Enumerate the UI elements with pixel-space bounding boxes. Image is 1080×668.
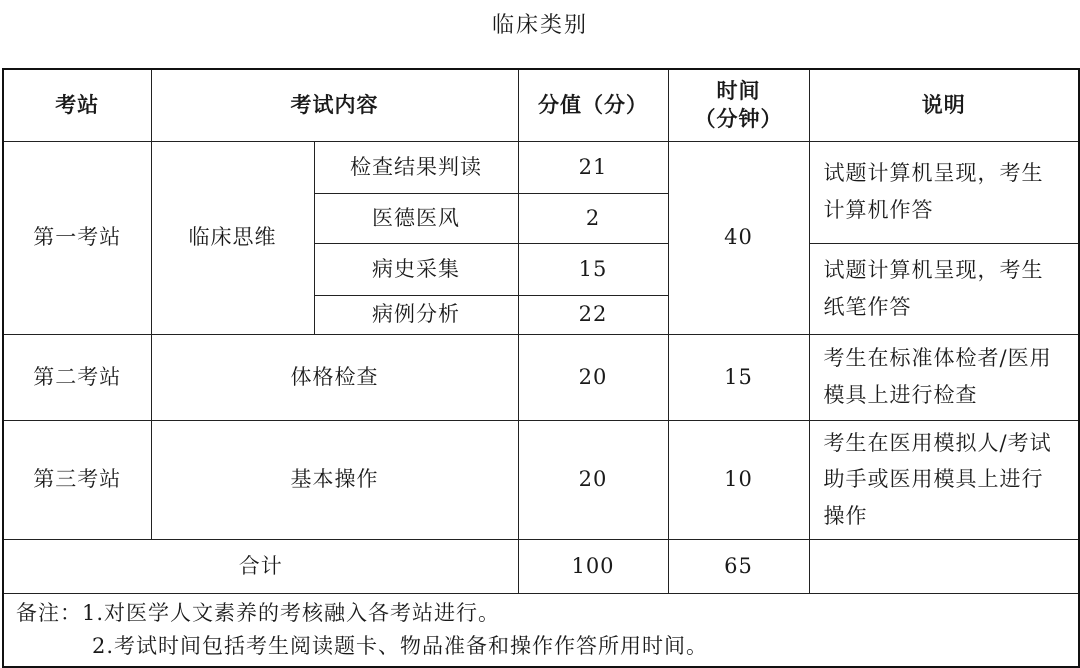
- table-row: [3, 420, 1079, 539]
- station1-note1: 试题计算机呈现，考生计算机作答: [809, 141, 1079, 243]
- remarks-line1: 备注：1.对医学人文素养的考核融入各考站进行。: [16, 601, 501, 626]
- header-score: 分值（分）: [518, 69, 668, 141]
- header-note: 说明: [809, 69, 1079, 141]
- station3-note: 考生在医用模拟人/考试助手或医用模具上进行操作: [809, 420, 1079, 539]
- station2-name: 第二考站: [3, 334, 151, 420]
- header-time-line1: 时间: [716, 78, 761, 103]
- station1-item-score: 2: [518, 193, 668, 243]
- header-time-line2: （分钟）: [694, 107, 783, 132]
- header-time: [668, 69, 809, 141]
- station1-name: 第一考站: [3, 141, 151, 334]
- total-note: [809, 539, 1079, 593]
- table-row: [3, 141, 1079, 193]
- total-score: 100: [518, 539, 668, 593]
- remarks: [3, 593, 1079, 667]
- total-row: [3, 539, 1079, 593]
- station2-content: 体格检查: [151, 334, 518, 420]
- station3-name: 第三考站: [3, 420, 151, 539]
- station1-item-name: 病史采集: [314, 243, 518, 295]
- header-content: 考试内容: [151, 69, 518, 141]
- exam-table: [2, 68, 1080, 668]
- table-row: [3, 334, 1079, 420]
- station3-time: 10: [668, 420, 809, 539]
- remarks-line2: 2.考试时间包括考生阅读题卡、物品准备和操作作答所用时间。: [92, 634, 709, 658]
- station2-score: 20: [518, 334, 668, 420]
- station1-item-name: 医德医风: [314, 193, 518, 243]
- station2-note: 考生在标准体检者/医用模具上进行检查: [809, 334, 1079, 420]
- station1-item-score: 21: [518, 141, 668, 193]
- station1-item-score: 22: [518, 295, 668, 334]
- station3-score: 20: [518, 420, 668, 539]
- remarks-row: [3, 593, 1079, 667]
- station1-item-name: 检查结果判读: [314, 141, 518, 193]
- total-time: 65: [668, 539, 809, 593]
- station3-content: 基本操作: [151, 420, 518, 539]
- station1-category: 临床思维: [151, 141, 314, 334]
- page-title: 临床类别: [491, 13, 588, 38]
- header-station: 考站: [3, 69, 151, 141]
- header-row: [3, 69, 1079, 141]
- station1-item-name: 病例分析: [314, 295, 518, 334]
- station2-time: 15: [668, 334, 809, 420]
- total-label: 合计: [3, 539, 518, 593]
- station1-time: 40: [668, 141, 809, 334]
- station1-note2: 试题计算机呈现，考生纸笔作答: [809, 243, 1079, 334]
- station1-item-score: 15: [518, 243, 668, 295]
